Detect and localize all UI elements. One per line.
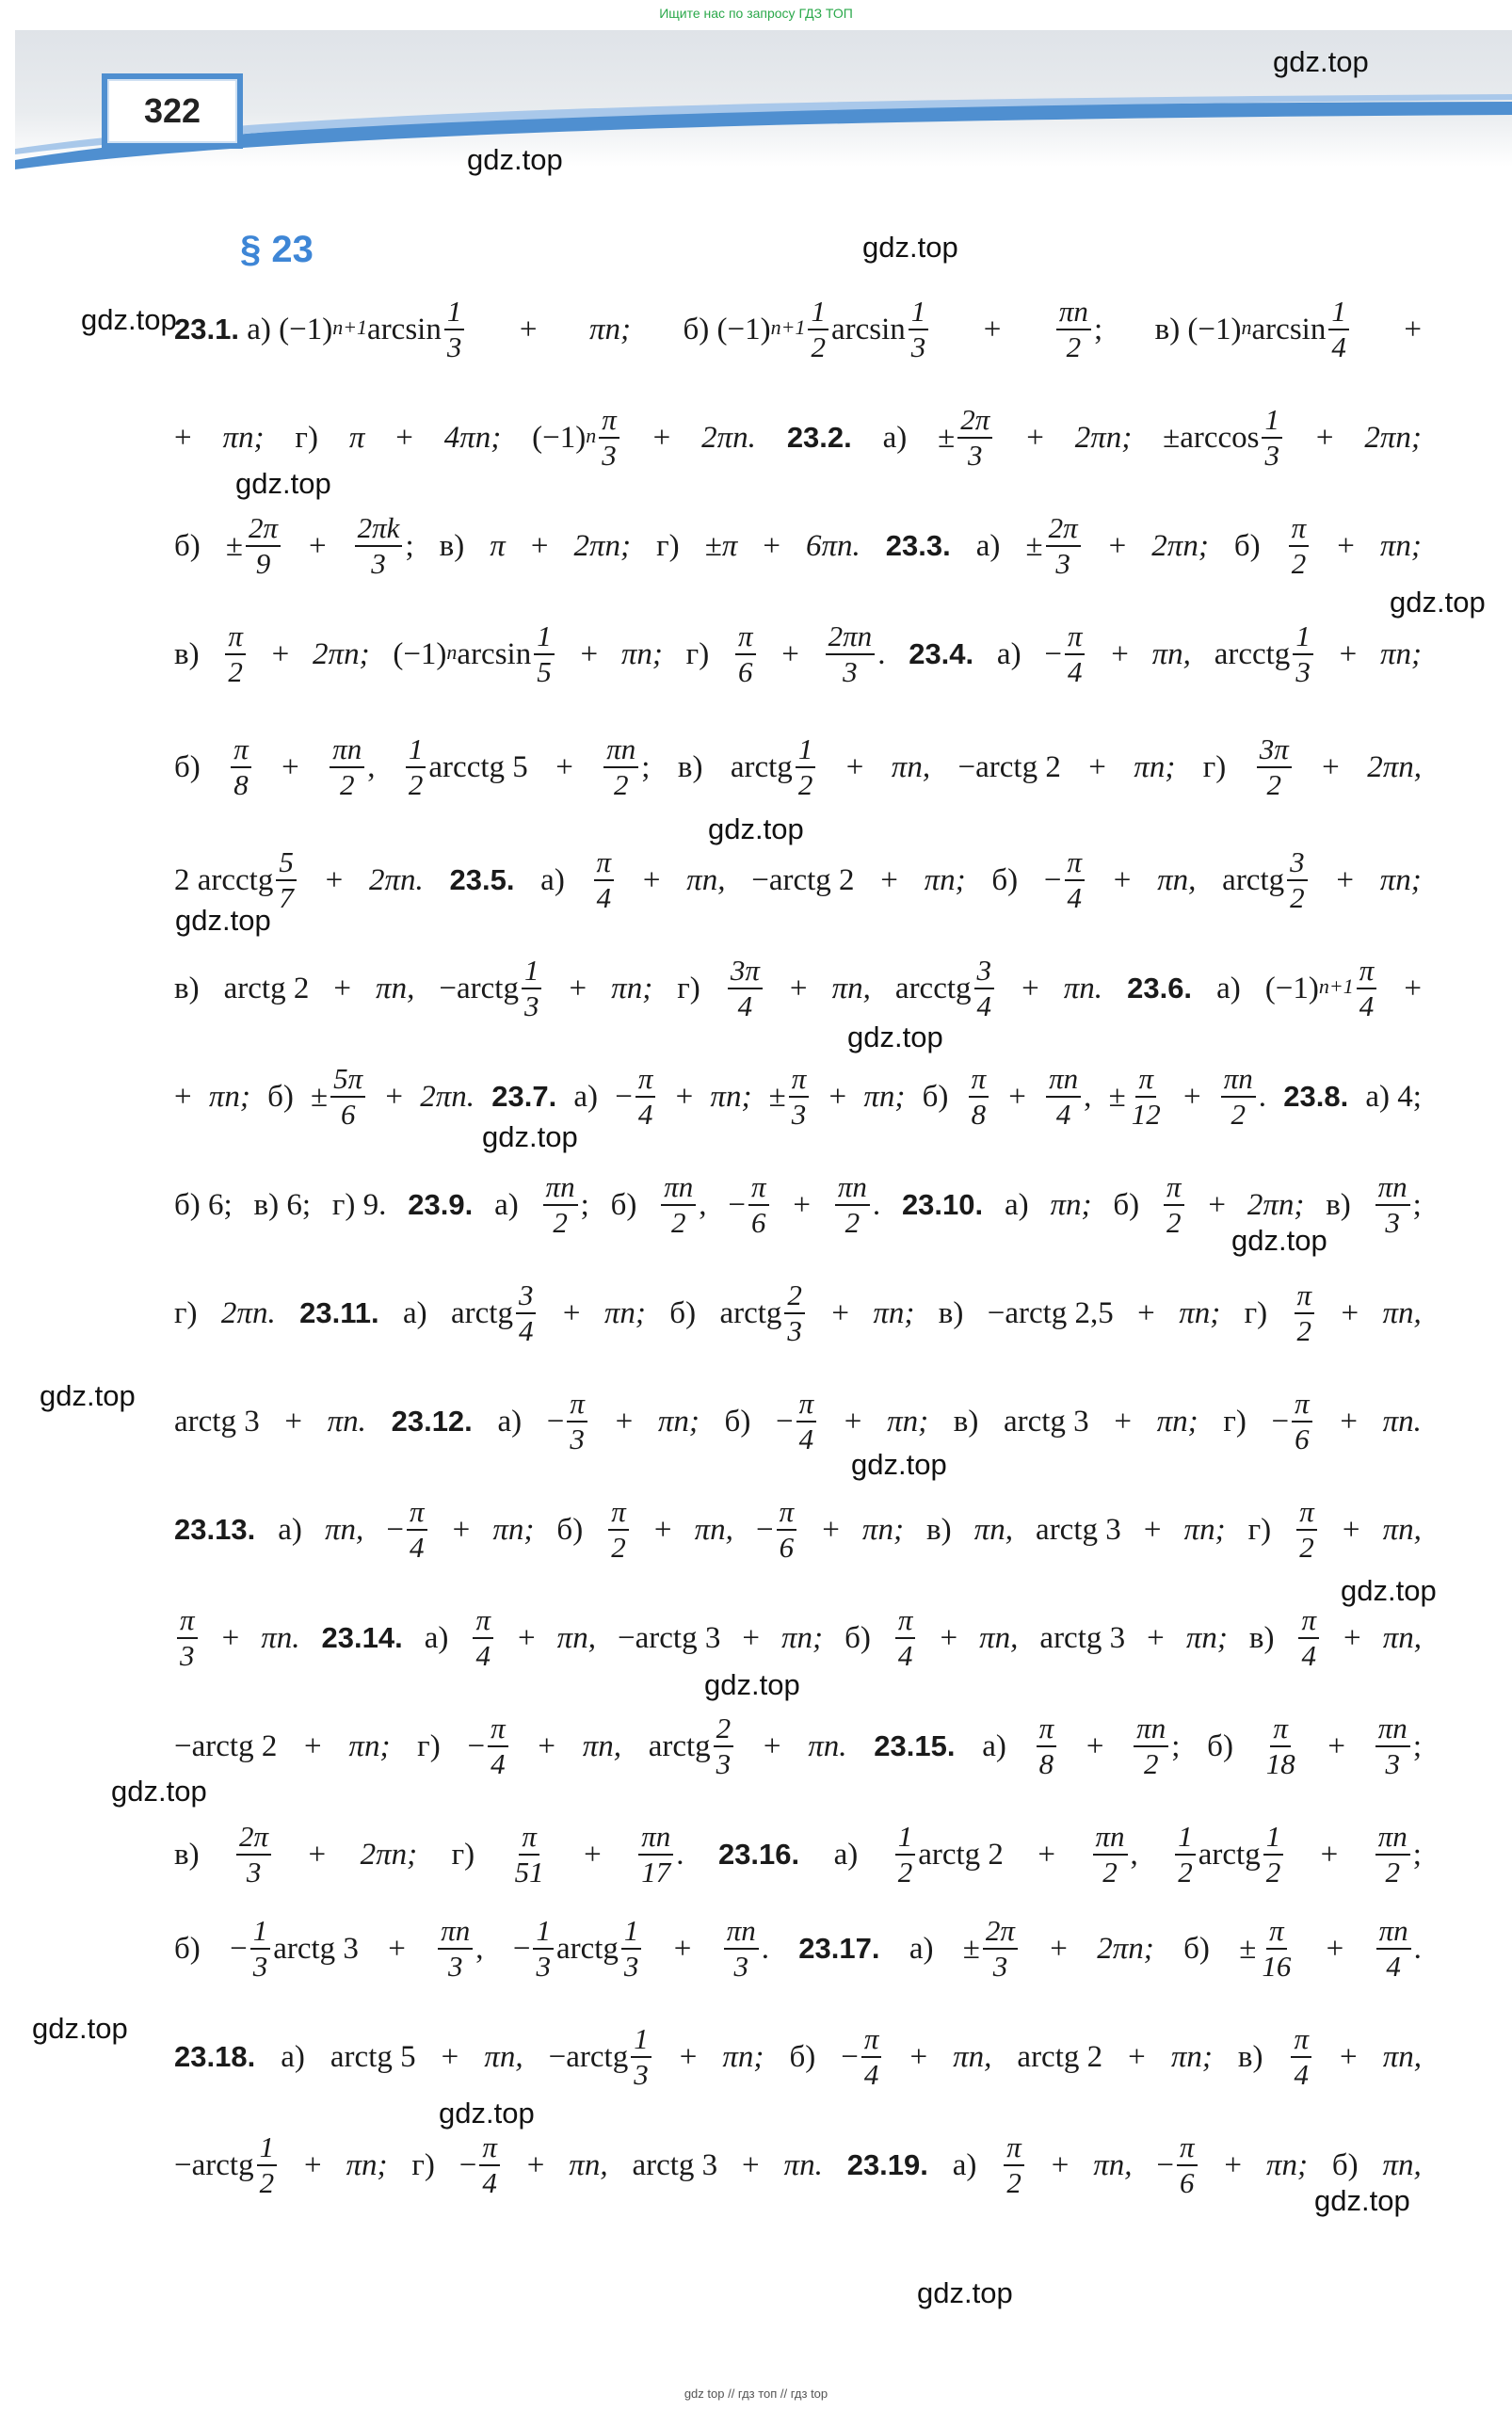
answer-line: $\frac{\pi}{3}$ + πn. 23.14. а) $\frac{\pi}{4}$ + πn, −arctg 3 + πn; б) $\frac{\pi}{4}$ + πn, arctg 3 + πn; в) $\frac{\pi}{4}$ + πn, [174, 1586, 1422, 1690]
answer-line: б) 6; в) 6; г) 9. 23.9. а) $\frac{\pi n}{2}$ ; б) $\frac{\pi n}{2}$ , − $\frac{\pi}{6}$ + $\frac{\pi n}{2}$ . 23.10. а) πn; б) $\frac{\pi}{2}$ + 2πn; в) $\frac{\pi n}{3}$ ; [174, 1170, 1422, 1239]
watermark: gdz.top [708, 812, 804, 845]
watermark: gdz.top [32, 2012, 128, 2045]
answer-line: 23.13. а) πn, − $\frac{\pi}{4}$ + πn; б) $\frac{\pi}{2}$ + πn, − $\frac{\pi}{6}$ + πn; в) πn, arctg 3 + πn; г) $\frac{\pi}{2}$ + πn, [174, 1495, 1422, 1564]
top-note: Ищите нас по запросу ГДЗ ТОП [659, 6, 853, 21]
watermark: gdz.top [851, 1448, 947, 1481]
page-number: 322 [143, 91, 201, 130]
bottom-note: gdz top // гдз топ // гдз top [684, 2387, 828, 2401]
watermark: gdz.top [917, 2276, 1013, 2309]
watermark: gdz.top [81, 303, 177, 336]
watermark: gdz.top [40, 1379, 136, 1412]
answer-line: −arctg 2 + πn; г) − $\frac{\pi}{4}$ + πn, arctg $\frac{2}{3}$ + πn. 23.15. а) $\frac{\pi}{8}$ + $\frac{\pi n}{2}$ ; б) $\frac{\pi}{18}$ + $\frac{\pi n}{3}$ ; [174, 1712, 1422, 1780]
answer-line: б) − $\frac{1}{3}$ arctg 3 + $\frac{\pi n}{3}$ , − $\frac{1}{3}$ arctg $\frac{1}{3}$ + $\frac{\pi n}{3}$ . 23.17. а) ± $\frac{2\pi}{3}$ + 2πn; б) ± $\frac{\pi}{16}$ + $\frac{\pi n}{4}$ . [174, 1914, 1422, 1983]
watermark: gdz.top [111, 1775, 207, 1808]
answer-line: + πn; г) π + 4πn; (−1) $^n$ $\frac{\pi}{3}$ + 2πn. 23.2. а) ± $\frac{2\pi}{3}$ + 2πn; ±arccos $\frac{1}{3}$ + 2πn; [174, 403, 1422, 472]
answer-line: 23.18. а) arctg 5 + πn, −arctg $\frac{1}{3}$ + πn; б) − $\frac{\pi}{4}$ + πn, arctg 2 + πn; в) $\frac{\pi}{4}$ + πn, [174, 2022, 1422, 2091]
watermark: gdz.top [1231, 1224, 1327, 1257]
answer-line: 2 arcctg $\frac{5}{7}$ + 2πn. 23.5. а) $\frac{\pi}{4}$ + πn, −arctg 2 + πn; б) − $\frac{\pi}{4}$ + πn, arctg $\frac{3}{2}$ + πn; [174, 845, 1422, 914]
answer-line: arctg 3 + πn. 23.12. а) − $\frac{\pi}{3}$ + πn; б) − $\frac{\pi}{4}$ + πn; в) arctg 3 + πn; г) − $\frac{\pi}{6}$ + πn. [174, 1387, 1422, 1455]
answer-line: б) $\frac{\pi}{8}$ + $\frac{\pi n}{2}$ , $\frac{1}{2}$ arcctg 5 + $\frac{\pi n}{2}$ ; в) arctg $\frac{1}{2}$ + πn, −arctg 2 + πn; г) $\frac{3\pi}{2}$ + 2πn, [174, 732, 1422, 801]
answer-line: в) $\frac{\pi}{2}$ + 2πn; (−1) $^n$ arcsin $\frac{1}{5}$ + πn; г) $\frac{\pi}{6}$ + $\frac{2\pi n}{3}$ . 23.4. а) − $\frac{\pi}{4}$ + πn, arcctg $\frac{1}{3}$ + πn; [174, 619, 1422, 688]
answer-line: в) $\frac{2\pi}{3}$ + 2πn; г) $\frac{\pi}{51}$ + $\frac{\pi n}{17}$ . 23.16. а) $\frac{1}{2}$ arctg 2 + $\frac{\pi n}{2}$ , $\frac{1}{2}$ arctg $\frac{1}{2}$ + $\frac{\pi n}{2}$ ; [174, 1820, 1422, 1889]
watermark: gdz.top [467, 143, 563, 176]
watermark: gdz.top [1341, 1574, 1437, 1607]
section-title: § 23 [240, 229, 314, 270]
watermark: gdz.top [235, 467, 331, 500]
answer-line: + πn; б) ± $\frac{5\pi}{6}$ + 2πn. 23.7. а) − $\frac{\pi}{4}$ + πn; ± $\frac{\pi}{3}$ + πn; б) $\frac{\pi}{8}$ + $\frac{\pi n}{4}$ , ± $\frac{\pi}{12}$ + $\frac{\pi n}{2}$ . 23.8. а) 4; [174, 1062, 1422, 1131]
watermark: gdz.top [1273, 45, 1369, 78]
watermark: gdz.top [862, 231, 958, 264]
answer-line: г) 2πn. 23.11. а) arctg $\frac{3}{4}$ + πn; б) arctg $\frac{2}{3}$ + πn; в) −arctg 2,5 + πn; г) $\frac{\pi}{2}$ + πn, [174, 1278, 1422, 1347]
watermark: gdz.top [439, 2097, 535, 2130]
answer-line: б) ± $\frac{2\pi}{9}$ + $\frac{2\pi k}{3}$ ; в) π + 2πn; г) ±π + 6πn. 23.3. а) ± $\frac{2\pi}{3}$ + 2πn; б) $\frac{\pi}{2}$ + πn; [174, 511, 1422, 580]
watermark: gdz.top [847, 1021, 943, 1053]
page-number-box [102, 73, 243, 149]
answer-line: в) arctg 2 + πn, −arctg $\frac{1}{3}$ + πn; г) $\frac{3\pi}{4}$ + πn, arcctg $\frac{3}{4}$ + πn. 23.6. а) (−1) $^{n+1}$ $\frac{\pi}{4}$ + [174, 954, 1422, 1022]
watermark: gdz.top [704, 1668, 800, 1701]
watermark: gdz.top [175, 904, 271, 937]
watermark: gdz.top [1390, 586, 1486, 619]
answer-line: 23.1. а) (−1) $^{n+1}$ arcsin $\frac{1}{3}$ + πn; б) (−1) $^{n+1}$ $\frac{1}{2}$ arcsin $\frac{1}{3}$ + $\frac{\pi n}{2}$ ; в) (−1) $^n$ arcsin $\frac{1}{4}$ + [174, 295, 1422, 363]
answer-line: −arctg $\frac{1}{2}$ + πn; г) − $\frac{\pi}{4}$ + πn, arctg 3 + πn. 23.19. а) $\frac{\pi}{2}$ + πn, − $\frac{\pi}{6}$ + πn; б) πn, [174, 2130, 1422, 2199]
watermark: gdz.top [482, 1120, 578, 1153]
watermark: gdz.top [1314, 2184, 1410, 2217]
